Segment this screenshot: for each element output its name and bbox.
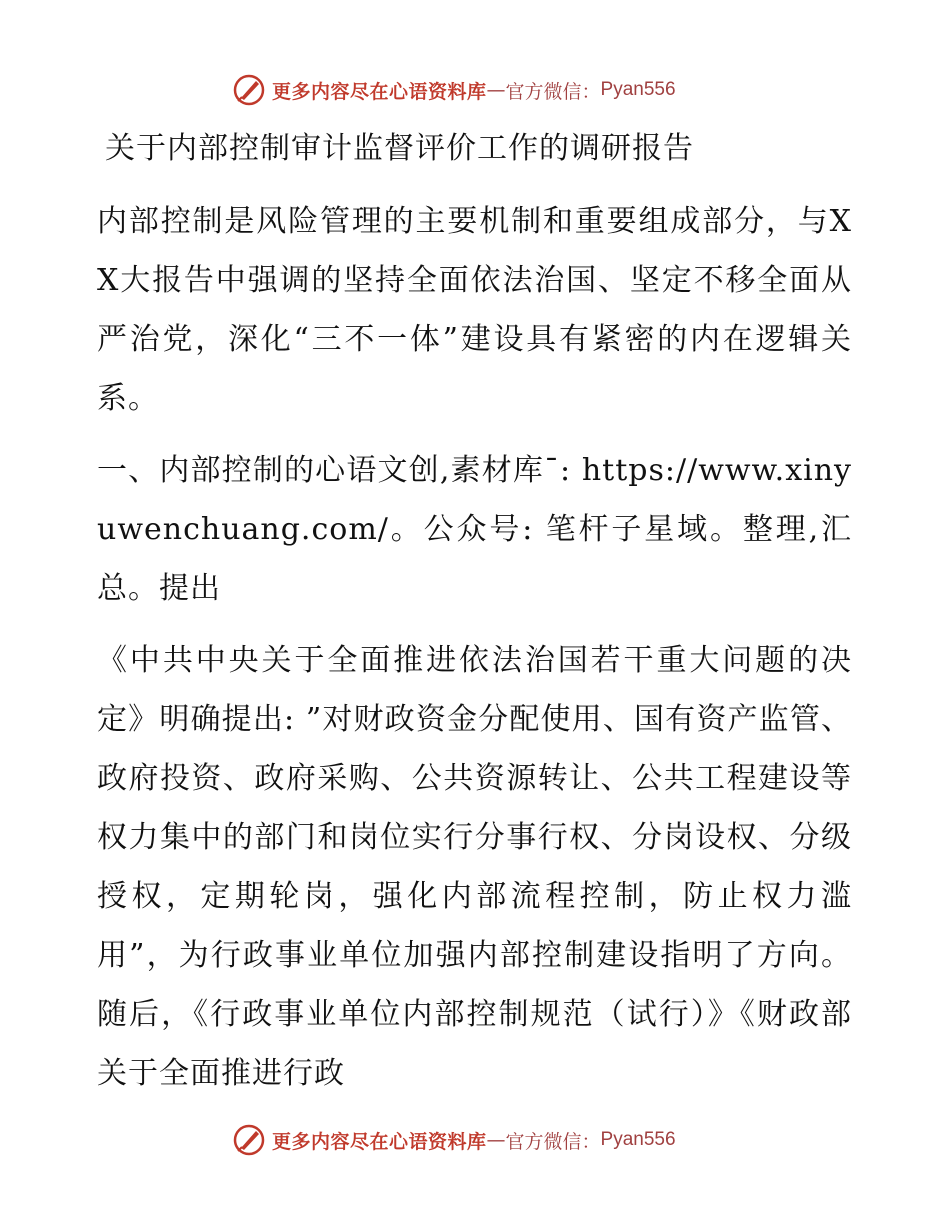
banner-wechat-label: 官方微信： bbox=[505, 80, 601, 103]
banner-brand-text: 更多内容尽在心语资料库 bbox=[272, 1130, 487, 1153]
quill-pen-logo-icon bbox=[232, 73, 266, 107]
banner-wechat-id: Pyan556 bbox=[600, 1129, 676, 1150]
paragraph-section-one: 一、内部控制的心语文创,素材库¯: https://www.xinyuwenchuang.com/。公众号: 笔杆子星域。整理,汇总。提出 bbox=[97, 453, 852, 606]
paragraph-intro: 内部控制是风险管理的主要机制和重要组成部分，与XX大报告中强调的坚持全面依法治国、坚定不移全面从严治党，深化“三不一体”建设具有紧密的内在逻辑关系。 bbox=[97, 204, 852, 416]
banner-brand-text: 更多内容尽在心语资料库 bbox=[272, 80, 487, 103]
banner-wechat-label: 官方微信： bbox=[505, 1130, 601, 1153]
quill-pen-logo-icon bbox=[232, 1123, 266, 1157]
banner-dash: — bbox=[486, 1129, 506, 1151]
paragraph-decision-quote: 《中共中央关于全面推进依法治国若干重大问题的决定》明确提出: ”对财政资金分配使用、国有资产监管、政府投资、政府采购、公共资源转让、公共工程建设等权力集中的部门和岗位实行分事行权、分岗设权、分级授权，定期轮岗，强化内部流程控制，防止权力滥用”，为行政事业单位加强内部控制建设指明了方向。随后，《行政事业单位内部控制规范（试行）》《财政部关于全面推进行政 bbox=[97, 643, 852, 1091]
banner-dash: — bbox=[486, 79, 506, 101]
document-body bbox=[97, 120, 852, 1116]
footer-watermark-banner bbox=[232, 1122, 676, 1158]
header-watermark-banner bbox=[232, 72, 676, 108]
banner-wechat-id: Pyan556 bbox=[600, 79, 676, 100]
document-title: 关于内部控制审计监督评价工作的调研报告 bbox=[105, 131, 694, 166]
